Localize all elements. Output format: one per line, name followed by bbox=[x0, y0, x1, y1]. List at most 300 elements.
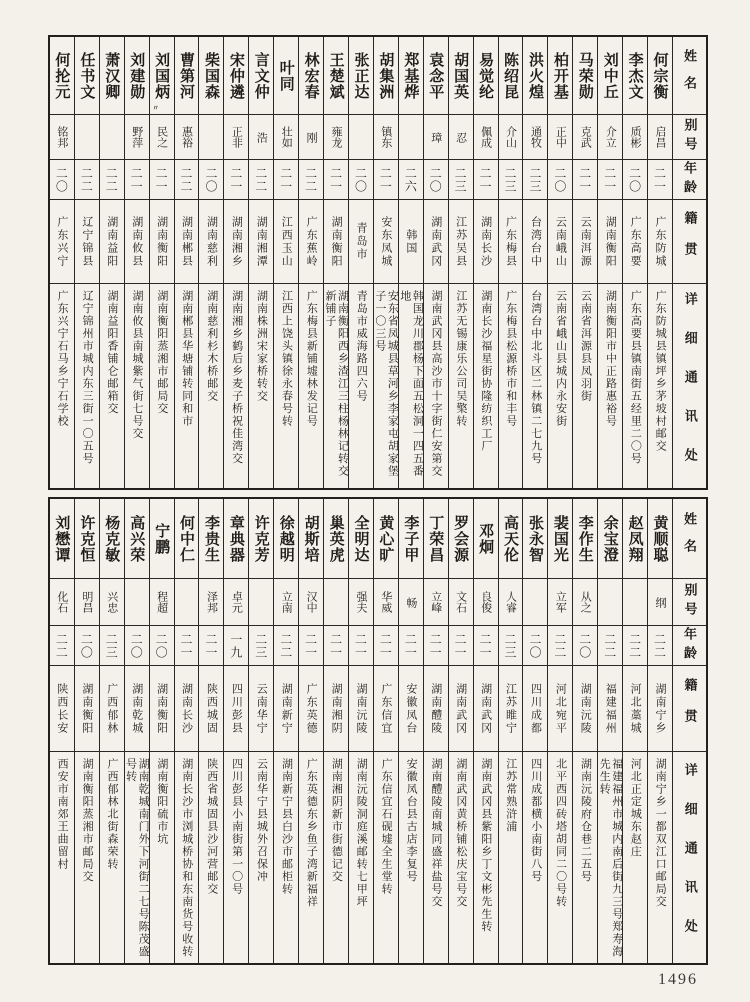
age-cell: 二一 bbox=[274, 160, 298, 200]
name-cell: 高天伦 bbox=[499, 499, 523, 579]
age-cell: 二二 bbox=[175, 160, 199, 200]
native-place-cell: 江苏睢宁 bbox=[499, 666, 523, 752]
address-cell: 湖南衡阳市中正路惠裕号 bbox=[604, 290, 617, 428]
age-cell: 二三 bbox=[449, 160, 473, 200]
native-place-cell: 云南洱源 bbox=[573, 200, 597, 284]
address-cell: 湖南沅陵府仓巷二五号 bbox=[579, 758, 592, 883]
name-cell: 刘建勋 bbox=[125, 37, 149, 115]
address-cell: 江西上饶头镇徐永春号转 bbox=[280, 290, 293, 428]
address-cell: 湖南益阳香铺仑邮箱交 bbox=[106, 290, 119, 415]
name-cell: 易觉纶 bbox=[474, 37, 498, 115]
age-cell: 二一 bbox=[374, 626, 398, 666]
address-cell: 广东梅县新铺墟林发记号 bbox=[305, 290, 318, 428]
native-place-cell: 湖南湘乡 bbox=[224, 200, 248, 284]
native-place-cell: 湖南宁乡 bbox=[648, 666, 672, 752]
age-cell: 二〇 bbox=[199, 160, 223, 200]
name-cell: 柏开基 bbox=[548, 37, 572, 115]
name-cell: 林宏春 bbox=[299, 37, 323, 115]
address-cell: 云南省峨山县城内永安街 bbox=[554, 290, 567, 428]
age-cell: 二〇 bbox=[125, 626, 149, 666]
age-cell: 二一 bbox=[199, 626, 223, 666]
native-place-cell: 湖南武冈 bbox=[424, 200, 448, 284]
native-place-cell: 湖南湘阴 bbox=[324, 666, 348, 752]
native-place-cell: 广东蕉岭 bbox=[299, 200, 323, 284]
native-place-cell: 湖南醴陵 bbox=[424, 666, 448, 752]
directory-entry-column bbox=[198, 499, 223, 963]
address-cell: 河北正定城东赵庄 bbox=[629, 758, 642, 858]
native-place-cell: 青岛市 bbox=[349, 200, 373, 284]
header-native-place: 籍贯 bbox=[673, 666, 706, 752]
directory-entry-column bbox=[473, 499, 498, 963]
native-place-cell: 湖南武冈 bbox=[474, 666, 498, 752]
name-cell: 张正达 bbox=[349, 37, 373, 115]
age-cell: 二三 bbox=[100, 626, 124, 666]
alias-cell bbox=[349, 115, 373, 160]
address-cell: 湖南武冈县高沙市十字街仁安第交 bbox=[430, 290, 442, 478]
name-cell: 赵凤翔 bbox=[623, 499, 647, 579]
directory-entry-column bbox=[298, 499, 323, 963]
alias-cell: 畅 bbox=[399, 579, 423, 626]
directory-entry-column bbox=[622, 499, 647, 963]
native-place-cell: 陕西长安 bbox=[50, 666, 74, 752]
address-cell: 广东防城县镇坪乡茅坡村邮交 bbox=[654, 290, 667, 453]
address-cell: 湖南株洲宋家桥转交 bbox=[255, 290, 268, 403]
directory-entry-column bbox=[149, 37, 174, 488]
address-cell: 广东兴宁石马乡宁石学校 bbox=[56, 290, 69, 428]
address-cell: 台湾台中北斗区二林镇二七九号 bbox=[529, 290, 542, 465]
name-cell: 李贵生 bbox=[199, 499, 223, 579]
native-place-cell: 湖南衡阳 bbox=[598, 200, 622, 284]
address-cell: 云南省洱源县凤羽街 bbox=[579, 290, 592, 403]
directory-entry-column bbox=[50, 37, 74, 488]
directory-entry-column bbox=[373, 499, 398, 963]
address-cell: 湖南慈利杉木桥邮交 bbox=[205, 290, 218, 403]
age-cell: 二三 bbox=[249, 626, 273, 666]
directory-entry-column bbox=[74, 499, 99, 963]
directory-entry-column bbox=[498, 37, 523, 488]
age-cell: 二一 bbox=[224, 160, 248, 200]
alias-cell: 克武 bbox=[573, 115, 597, 160]
age-cell: 二一 bbox=[349, 626, 373, 666]
alias-cell: 立峰 bbox=[424, 579, 448, 626]
alias-cell: 民之 bbox=[150, 115, 174, 160]
name-cell: 马荣勋 bbox=[573, 37, 597, 115]
directory-entry-column bbox=[647, 499, 672, 963]
alias-cell bbox=[199, 115, 223, 160]
alias-cell: 忍 bbox=[449, 115, 473, 160]
alias-cell: 人睿 bbox=[499, 579, 523, 626]
native-place-cell: 湖南长沙 bbox=[175, 666, 199, 752]
address-cell: 安东省凤城县草河乡李家屯胡家堡子一〇三号 bbox=[373, 290, 399, 478]
native-place-cell: 湖南长沙 bbox=[474, 200, 498, 284]
name-cell: 裴国光 bbox=[548, 499, 572, 579]
alias-cell: 纲 bbox=[648, 579, 672, 626]
address-cell: 云南华宁县城外召保冲 bbox=[255, 758, 268, 883]
header-column bbox=[672, 499, 706, 963]
directory-entry-column bbox=[547, 37, 572, 488]
address-cell: 广东高要县镇南街五经里二〇号 bbox=[629, 290, 642, 465]
directory-entry-column bbox=[124, 37, 149, 488]
name-cell: 陈绍昆 bbox=[499, 37, 523, 115]
address-cell: 湖南郴县华塘铺转同和市 bbox=[180, 290, 193, 428]
age-cell: 二三 bbox=[523, 160, 547, 200]
age-cell: 二〇 bbox=[349, 160, 373, 200]
alias-cell bbox=[175, 579, 199, 626]
native-place-cell: 广东信宜 bbox=[374, 666, 398, 752]
directory-entry-column bbox=[398, 37, 423, 488]
page-number: 1496 bbox=[658, 971, 698, 988]
directory-entry-column bbox=[323, 499, 348, 963]
directory-entry-column bbox=[572, 37, 597, 488]
age-cell: 二一 bbox=[474, 626, 498, 666]
name-cell: 章典器 bbox=[224, 499, 248, 579]
age-cell: 二二 bbox=[548, 626, 572, 666]
name-cell: 余宝澄 bbox=[598, 499, 622, 579]
directory-entry-column bbox=[248, 499, 273, 963]
alias-cell: 通牧 bbox=[523, 115, 547, 160]
address-cell: 青岛市威海路四六号 bbox=[355, 290, 368, 403]
native-place-cell: 福建福州 bbox=[598, 666, 622, 752]
native-place-cell: 辽宁锦县 bbox=[75, 200, 99, 284]
header-address: 详细通讯处 bbox=[682, 763, 698, 958]
age-cell: 二三 bbox=[499, 160, 523, 200]
address-cell: 湖南湘阴新市街德记交 bbox=[330, 758, 343, 883]
address-cell: 湖南衡阳西乡渣江三柱杨林记转交新铺子 bbox=[324, 290, 349, 478]
age-cell: 二二 bbox=[274, 626, 298, 666]
name-cell: 叶同 bbox=[274, 37, 298, 115]
alias-cell bbox=[75, 115, 99, 160]
directory-entry-column bbox=[223, 37, 248, 488]
name-cell: 黄顺聪 bbox=[648, 499, 672, 579]
address-cell: 湖南武冈黄桥铺松庆宝号交 bbox=[454, 758, 467, 908]
native-place-cell: 江西玉山 bbox=[274, 200, 298, 284]
alias-cell: 兴忠 bbox=[100, 579, 124, 626]
address-cell: 湖南长沙福星街协隆纺织工厂 bbox=[479, 290, 492, 453]
directory-entry-column bbox=[198, 37, 223, 488]
name-cell: 胡国英 bbox=[449, 37, 473, 115]
alias-cell bbox=[100, 115, 124, 160]
age-cell: 二二 bbox=[623, 626, 647, 666]
header-native-place: 籍贯 bbox=[673, 200, 706, 284]
alias-cell bbox=[623, 579, 647, 626]
directory-entry-column bbox=[273, 37, 298, 488]
name-cell: 柴国森 bbox=[199, 37, 223, 115]
name-cell: 黄心旷 bbox=[374, 499, 398, 579]
directory-entry-column bbox=[448, 499, 473, 963]
alias-cell: 正中 bbox=[548, 115, 572, 160]
age-cell: 二一 bbox=[175, 626, 199, 666]
age-cell: 二一 bbox=[324, 626, 348, 666]
native-place-cell: 湖南衡阳 bbox=[150, 666, 174, 752]
alias-cell bbox=[598, 579, 622, 626]
alias-cell: 野萍 bbox=[125, 115, 149, 160]
address-cell: 江苏常熟浒浦 bbox=[504, 758, 517, 833]
directory-entry-column bbox=[647, 37, 672, 488]
alias-cell: 刚 bbox=[299, 115, 323, 160]
alias-cell: 质彬 bbox=[623, 115, 647, 160]
native-place-cell: 广东防城 bbox=[648, 200, 672, 284]
age-cell: 二二 bbox=[50, 626, 74, 666]
name-cell: 何抡元 bbox=[50, 37, 74, 115]
directory-entry-column bbox=[473, 37, 498, 488]
directory-table-top bbox=[48, 35, 708, 490]
native-place-cell: 广东高要 bbox=[623, 200, 647, 284]
age-cell: 二六 bbox=[399, 160, 423, 200]
directory-entry-column bbox=[348, 37, 373, 488]
native-place-cell: 台湾台中 bbox=[523, 200, 547, 284]
address-cell: 福建福州市城内南后街九三号郑寿海先生转 bbox=[598, 758, 623, 958]
alias-cell: 璋 bbox=[424, 115, 448, 160]
alias-cell: 程超 bbox=[150, 579, 174, 626]
native-place-cell: 湖南武冈 bbox=[449, 666, 473, 752]
name-cell: 李子甲 bbox=[399, 499, 423, 579]
native-place-cell: 四川成都 bbox=[523, 666, 547, 752]
alias-cell: 泽邦 bbox=[199, 579, 223, 626]
age-cell: 一九 bbox=[224, 626, 248, 666]
native-place-cell: 云南峨山 bbox=[548, 200, 572, 284]
age-cell: 二〇 bbox=[548, 160, 572, 200]
alias-cell: 惠裕 bbox=[175, 115, 199, 160]
directory-entry-column bbox=[99, 37, 124, 488]
address-cell: 辽宁锦州市城内东三街一〇五号 bbox=[81, 290, 94, 465]
age-cell: 二〇 bbox=[523, 626, 547, 666]
address-cell: 广东信宜石砚墟全生堂转 bbox=[380, 758, 393, 896]
name-cell: 任书文 bbox=[75, 37, 99, 115]
native-place-cell: 韩国 bbox=[399, 200, 423, 284]
directory-entry-column bbox=[50, 499, 74, 963]
age-cell: 二〇 bbox=[424, 160, 448, 200]
name-annotation: 〃 bbox=[151, 104, 160, 112]
name-cell: 邓炯 bbox=[474, 499, 498, 579]
native-place-cell: 广东英德 bbox=[299, 666, 323, 752]
alias-cell: 介山 bbox=[499, 115, 523, 160]
native-place-cell: 湖南湘潭 bbox=[249, 200, 273, 284]
age-cell: 二一 bbox=[598, 160, 622, 200]
directory-entry-column bbox=[373, 37, 398, 488]
alias-cell: 良俊 bbox=[474, 579, 498, 626]
age-cell: 二〇 bbox=[623, 160, 647, 200]
alias-cell: 从之 bbox=[573, 579, 597, 626]
header-age: 年龄 bbox=[673, 626, 706, 666]
address-cell: 江苏无锡康乐公司吴檠转 bbox=[454, 290, 467, 428]
name-cell: 何中仁 bbox=[175, 499, 199, 579]
native-place-cell: 云南华宁 bbox=[249, 666, 273, 752]
native-place-cell: 湖南衡阳 bbox=[150, 200, 174, 284]
address-cell: 湖南宁乡一都双江口邮局交 bbox=[654, 758, 667, 908]
directory-table-bottom bbox=[48, 497, 708, 965]
alias-cell bbox=[523, 579, 547, 626]
name-cell: 袁念平 bbox=[424, 37, 448, 115]
age-cell: 二一 bbox=[324, 160, 348, 200]
directory-entry-column bbox=[298, 37, 323, 488]
directory-entry-column bbox=[223, 499, 248, 963]
address-cell: 广东英德东乡鱼子湾新福祥 bbox=[305, 758, 318, 908]
age-cell: 二〇 bbox=[75, 626, 99, 666]
header-name: 姓名 bbox=[673, 37, 706, 115]
alias-cell: 卓元 bbox=[224, 579, 248, 626]
directory-entry-column bbox=[547, 499, 572, 963]
directory-entry-column bbox=[174, 499, 199, 963]
native-place-cell: 湖南衡阳 bbox=[75, 666, 99, 752]
alias-cell: 华威 bbox=[374, 579, 398, 626]
age-cell: 二〇 bbox=[573, 626, 597, 666]
name-cell: 许克恒 bbox=[75, 499, 99, 579]
native-place-cell: 湖南沅陵 bbox=[573, 666, 597, 752]
alias-cell: 佩成 bbox=[474, 115, 498, 160]
name-cell: 张永智 bbox=[523, 499, 547, 579]
directory-entry-column bbox=[423, 499, 448, 963]
alias-cell: 文石 bbox=[449, 579, 473, 626]
directory-entry-column bbox=[498, 499, 523, 963]
name-cell: 言文仲 bbox=[249, 37, 273, 115]
address-cell: 北平西四砖塔胡同二〇号转 bbox=[554, 758, 567, 908]
native-place-cell: 湖南衡阳 bbox=[324, 200, 348, 284]
age-cell: 二一 bbox=[648, 160, 672, 200]
native-place-cell: 河北藁城 bbox=[623, 666, 647, 752]
directory-entry-column bbox=[423, 37, 448, 488]
native-place-cell: 湖南益阳 bbox=[100, 200, 124, 284]
address-cell: 湖南武冈县紫阳乡丁文彬先生转 bbox=[479, 758, 492, 933]
alias-cell: 浩 bbox=[249, 115, 273, 160]
native-place-cell: 河北宛平 bbox=[548, 666, 572, 752]
address-cell: 安徽凤台县古店李复号 bbox=[405, 758, 418, 883]
native-place-cell: 江苏吴县 bbox=[449, 200, 473, 284]
header-column bbox=[672, 37, 706, 488]
name-cell: 巢英虎 bbox=[324, 499, 348, 579]
alias-cell: 立军 bbox=[548, 579, 572, 626]
address-cell: 湖南攸县南城紫气街七号交 bbox=[130, 290, 143, 440]
directory-entry-column bbox=[273, 499, 298, 963]
age-cell: 二一 bbox=[399, 626, 423, 666]
name-cell: 萧汉卿 bbox=[100, 37, 124, 115]
age-cell: 二〇 bbox=[150, 626, 174, 666]
name-cell: 李杰文 bbox=[623, 37, 647, 115]
directory-entry-column bbox=[597, 499, 622, 963]
native-place-cell: 湖南沅陵 bbox=[349, 666, 373, 752]
native-place-cell: 广西郁林 bbox=[100, 666, 124, 752]
alias-cell bbox=[249, 579, 273, 626]
native-place-cell: 湖南新宁 bbox=[274, 666, 298, 752]
directory-entry-column bbox=[572, 499, 597, 963]
address-cell: 四川成都横小南街八号 bbox=[529, 758, 542, 883]
age-cell: 二二 bbox=[648, 626, 672, 666]
alias-cell: 正非 bbox=[224, 115, 248, 160]
alias-cell: 化石 bbox=[50, 579, 74, 626]
alias-cell: 铭邦 bbox=[50, 115, 74, 160]
alias-cell bbox=[125, 579, 149, 626]
address-cell: 湖南衡阳蒸湘市邮局交 bbox=[155, 290, 168, 415]
age-cell: 二一 bbox=[125, 160, 149, 200]
directory-entry-column bbox=[174, 37, 199, 488]
alias-cell: 雍龙 bbox=[324, 115, 348, 160]
name-cell: 郑基烨 bbox=[399, 37, 423, 115]
header-name: 姓名 bbox=[673, 499, 706, 579]
address-cell: 湖南新宁县白沙市邮柜转 bbox=[280, 758, 293, 896]
alias-cell: 汉中 bbox=[299, 579, 323, 626]
directory-entry-column bbox=[622, 37, 647, 488]
native-place-cell: 安东凤城 bbox=[374, 200, 398, 284]
address-cell: 湖南乾城南门外下河街二七号陈茂盛号转 bbox=[124, 758, 150, 958]
age-cell: 二二 bbox=[100, 160, 124, 200]
age-cell: 二一 bbox=[150, 160, 174, 200]
directory-entry-column bbox=[597, 37, 622, 488]
directory-entry-column bbox=[398, 499, 423, 963]
address-cell: 湖南醴陵南城同盛祥盐号交 bbox=[430, 758, 442, 908]
directory-entry-column bbox=[124, 499, 149, 963]
native-place-cell: 湖南攸县 bbox=[125, 200, 149, 284]
native-place-cell: 广东兴宁 bbox=[50, 200, 74, 284]
name-cell: 宁鹏 bbox=[150, 499, 174, 579]
name-cell: 刘懋谭 bbox=[50, 499, 74, 579]
age-cell: 二一 bbox=[573, 160, 597, 200]
address-cell: 广东梅县松源桥市和丰号 bbox=[504, 290, 517, 428]
directory-entry-column bbox=[74, 37, 99, 488]
age-cell: 二一 bbox=[299, 626, 323, 666]
alias-cell: 立南 bbox=[274, 579, 298, 626]
address-cell: 湖南湘乡鹤后乡麦子桥祝佳湾交 bbox=[230, 290, 243, 465]
address-cell: 四川彭县小南街第一〇号 bbox=[230, 758, 243, 896]
address-cell: 湖南沅陵洞庭溪邮转七甲坪 bbox=[355, 758, 368, 908]
name-cell: 曹第河 bbox=[175, 37, 199, 115]
directory-entry-column bbox=[522, 37, 547, 488]
directory-entry-column bbox=[522, 499, 547, 963]
address-cell: 湖南长沙市浏城桥协和东南货号收转 bbox=[180, 758, 193, 958]
age-cell: 二二 bbox=[75, 160, 99, 200]
address-cell: 西安市南郊王曲留村 bbox=[56, 758, 69, 871]
age-cell: 二二 bbox=[598, 626, 622, 666]
name-cell: 全明达 bbox=[349, 499, 373, 579]
header-alias: 别号 bbox=[673, 579, 706, 626]
name-cell: 许克芳 bbox=[249, 499, 273, 579]
alias-cell bbox=[399, 115, 423, 160]
name-cell: 刘国炳 〃 bbox=[150, 37, 174, 115]
name-cell: 洪火煌 bbox=[523, 37, 547, 115]
name-cell: 罗会源 bbox=[449, 499, 473, 579]
native-place-cell: 湖南郴县 bbox=[175, 200, 199, 284]
native-place-cell: 陕西城固 bbox=[199, 666, 223, 752]
address-cell: 陕西省城固县沙河营邮交 bbox=[205, 758, 218, 896]
name-cell: 胡斯培 bbox=[299, 499, 323, 579]
age-cell: 二一 bbox=[474, 160, 498, 200]
alias-cell: 镇东 bbox=[374, 115, 398, 160]
native-place-cell: 湖南乾城 bbox=[125, 666, 149, 752]
age-cell: 二一 bbox=[424, 626, 448, 666]
name-cell: 李作生 bbox=[573, 499, 597, 579]
name-cell: 徐越明 bbox=[274, 499, 298, 579]
address-cell: 湖南衡阳硫市坑 bbox=[155, 758, 168, 846]
name-cell: 王楚斌 bbox=[324, 37, 348, 115]
native-place-cell: 四川彭县 bbox=[224, 666, 248, 752]
alias-cell: 启昌 bbox=[648, 115, 672, 160]
native-place-cell: 安徽凤台 bbox=[399, 666, 423, 752]
address-cell: 湖南衡阳蒸湘市邮局交 bbox=[81, 758, 94, 883]
directory-entry-column bbox=[99, 499, 124, 963]
name-cell: 丁荣昌 bbox=[424, 499, 448, 579]
address-cell: 韩国龙川郡杨下面五松洞一四五番地 bbox=[398, 290, 424, 478]
name-cell: 刘中丘 bbox=[598, 37, 622, 115]
directory-entry-column bbox=[149, 499, 174, 963]
directory-entry-column bbox=[248, 37, 273, 488]
directory-entry-column bbox=[448, 37, 473, 488]
native-place-cell: 湖南慈利 bbox=[199, 200, 223, 284]
address-cell: 广西郁林北街森荣转 bbox=[106, 758, 119, 871]
alias-cell: 明昌 bbox=[75, 579, 99, 626]
name-cell: 胡集洲 bbox=[374, 37, 398, 115]
age-cell: 二一 bbox=[449, 626, 473, 666]
name-cell: 何宗衡 bbox=[648, 37, 672, 115]
name-cell: 宋仲遴 bbox=[224, 37, 248, 115]
native-place-cell: 广东梅县 bbox=[499, 200, 523, 284]
